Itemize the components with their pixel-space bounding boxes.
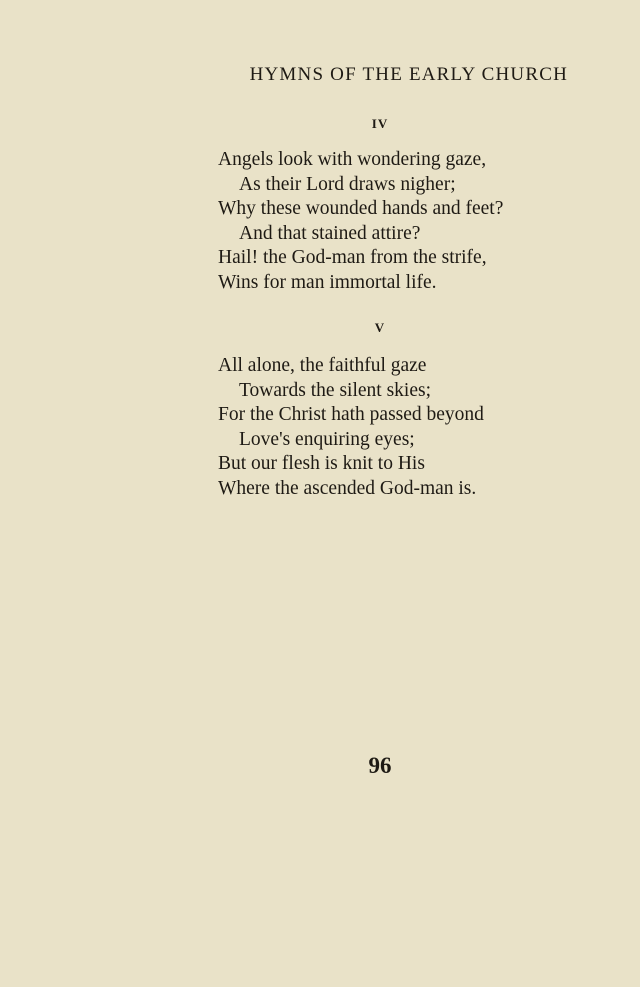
verse-line: Towards the silent skies; [239, 379, 431, 401]
stanza-numeral-iv: IV [371, 116, 389, 131]
stanza-v [218, 354, 484, 501]
verse-line: And that stained attire? [239, 222, 421, 244]
verse-line: Love's enquiring eyes; [239, 428, 415, 450]
verse-line: For the Christ hath passed beyond [218, 404, 484, 425]
verse-line: Angels look with wondering gaze, [218, 149, 487, 170]
stanza-numeral-v: V [374, 320, 386, 335]
verse-line: But our flesh is knit to His [218, 453, 425, 474]
page-number: 96 [368, 753, 392, 778]
verse-line: As their Lord draws nigher; [239, 173, 456, 195]
verse-line: All alone, the faithful gaze [218, 355, 427, 376]
running-head: HYMNS OF THE EARLY CHURCH [249, 64, 568, 85]
stanza-iv [218, 148, 503, 295]
verse-line: Wins for man immortal life. [218, 271, 437, 293]
verse-line: Why these wounded hands and feet? [218, 198, 504, 219]
verse-line: Where the ascended God-man is. [218, 477, 477, 499]
verse-line: Hail! the God-man from the strife, [218, 247, 487, 268]
